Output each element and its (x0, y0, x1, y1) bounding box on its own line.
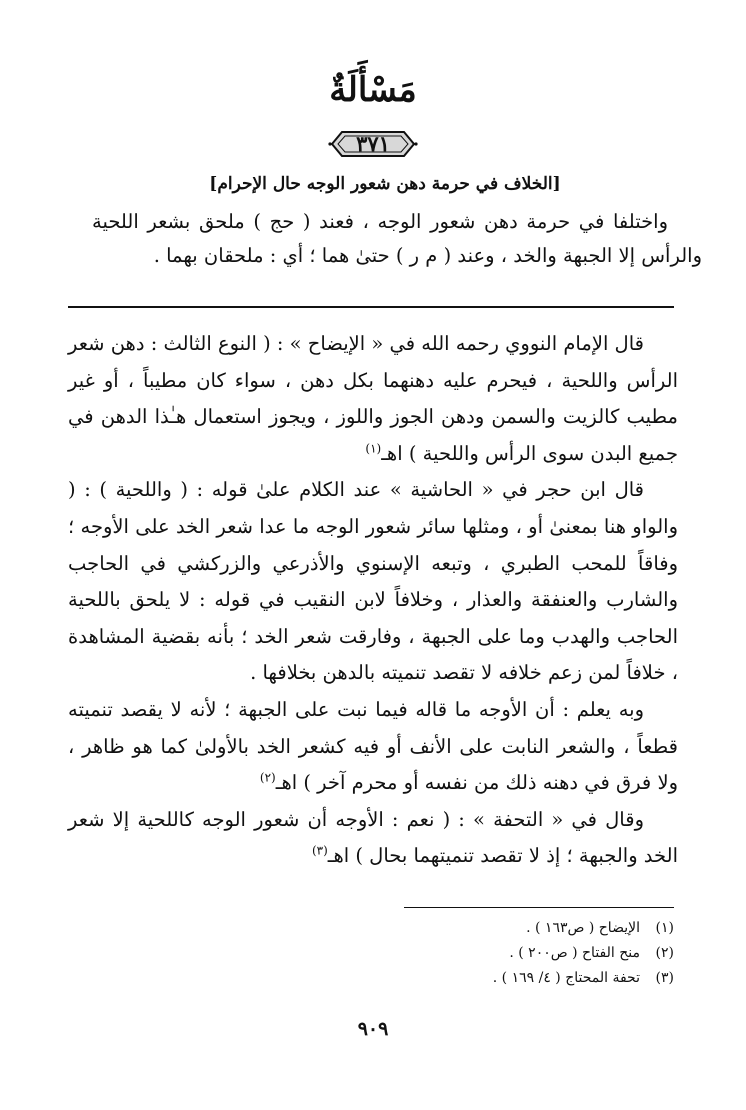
commentary-paragraph: وقال في « التحفة » : ( نعم : الأوجه أن شعور الوجه كاللحية إلا شعر الخد والجبهة ؛ إذ لا تقصد تنميتهما بحال ) اهـ$^{(٣)}$ (68, 807, 678, 868)
page-number: ٩٠٩ (357, 1018, 389, 1040)
question-title: [الخلاف في حرمة دهن شعور الوجه حال الإحرام] (209, 174, 561, 194)
commentary (68, 326, 678, 875)
footnote-divider (404, 907, 674, 908)
footnote-ref: (١) (365, 441, 382, 456)
footnotes (68, 916, 674, 991)
commentary-paragraph: قال الإمام النووي رحمه الله في « الإيضاح » : ( النوع الثالث : دهن شعر الرأس واللحية ، فيحرم عليه دهنهما بكل دهن ، سواء كان مطيباً ، أو غير مطيب كالزيت والسمن ودهن الجوز واللوز ، ويجوز استعمال هـٰذا الدهن في جميع البدن سوى الرأس واللحية ) اهـ$^{(١)}$ (67, 332, 678, 465)
footnote: (٢)منح الفتاح ( ص٢٠٠ ) . (509, 945, 674, 961)
footnote-ref: (٣) (311, 843, 328, 858)
footnote: (٣)تحفة المحتاج ( ٤/ ١٦٩ ) . (492, 970, 674, 986)
question-body (92, 205, 702, 273)
commentary-paragraph: قال ابن حجر في « الحاشية » عند الكلام علىٰ قوله : ( واللحية ) : ( والواو هنا بمعنىٰ أو ، ومثلها سائر شعور الوجه ما عدا شعر الخد على الأوجه ؛ وفاقاً للمحب الطبري ، وتبعه الإسنوي والأذرعي والزركشي في الحاجب والشارب والعنفقة والعذار ، وخلافاً لابن النقيب في قوله : لا يلحق باللحية الحاجب والهدب وما على الجبهة ، وفارقت شعر الخد ؛ بأنه بقضية المشاهدة ، خلافاً لمن زعم خلافه لا تقصد تنميته بالدهن بخلافها . (68, 478, 678, 685)
question-number-badge (328, 130, 418, 158)
question-text: واختلفا في حرمة دهن شعور الوجه ، فعند ( حج ) ملحق بشعر اللحية والرأس إلا الجبهة والخد ، وعند ( م ر ) حتىٰ هما ؛ أي : ملحقان بهما . (92, 210, 702, 267)
question-number: ٣٧١ (356, 131, 390, 156)
section-heading: مَسْأَلَةٌ (329, 70, 417, 110)
footnote-ref: (٢) (259, 770, 276, 785)
section-divider (68, 306, 674, 308)
footnote: (١)الإيضاح ( ص١٦٣ ) . (526, 920, 674, 936)
commentary-paragraph: وبه يعلم : أن الأوجه ما قاله فيما نبت على الجبهة ؛ لأنه لا يقصد تنميته قطعاً ، والشعر النابت على الأنف أو فيه كشعر الخد بالأولىٰ كما هو ظاهر ، ولا فرق في دهنه ذلك من نفسه أو محرم آخر ) اهـ$^{(٢)}$ (68, 697, 678, 795)
